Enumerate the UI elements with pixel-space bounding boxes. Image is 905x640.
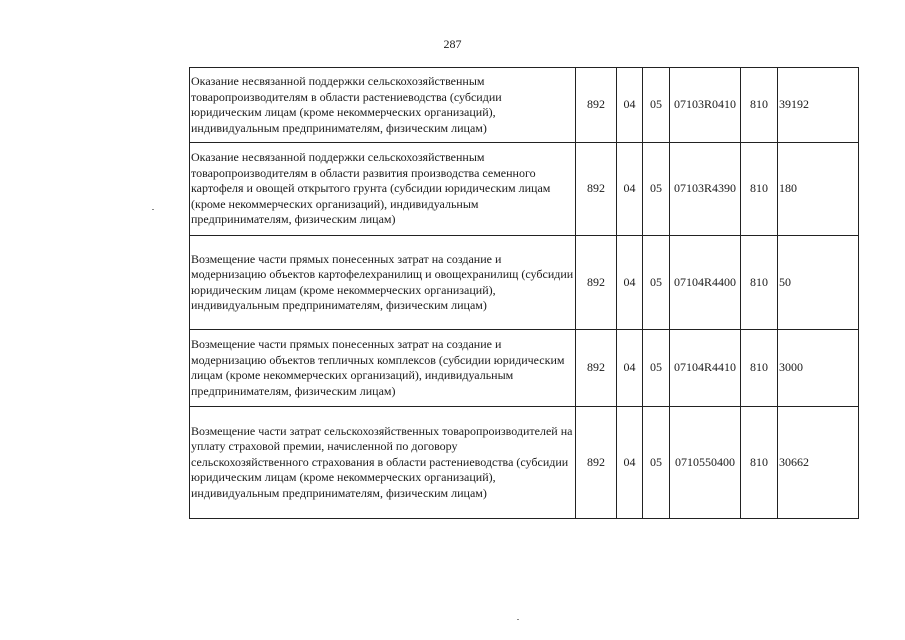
table-row xyxy=(190,236,859,330)
grbs-code: 892 xyxy=(576,330,617,407)
grbs-code: 892 xyxy=(576,143,617,236)
subsection-code: 05 xyxy=(643,143,670,236)
grbs-code: 892 xyxy=(576,236,617,330)
amount: 3000 xyxy=(778,330,859,407)
row-name: Возмещение части прямых понесенных затрат на создание и модернизацию объектов тепличных комплексов (субсидии юридическим лицам (кроме некоммерческих организаций), индивидуальным предпринимателям, физическим лицам) xyxy=(191,337,565,398)
section-code: 04 xyxy=(617,407,643,519)
table-row xyxy=(190,407,859,519)
grbs-code: 892 xyxy=(576,407,617,519)
target-article-code: 07103R0410 xyxy=(670,68,741,143)
row-name-cell xyxy=(190,68,576,143)
subsection-code: 05 xyxy=(643,236,670,330)
row-name: Возмещение части затрат сельскохозяйственных товаропроизводителей на уплату страховой премии, начисленной по договору сельскохозяйственного страхования в области растениеводства (субсидии юридическим лицам (кроме некоммерческих организаций), индивидуальным предпринимателям, физическим лицам) xyxy=(191,423,573,500)
section-code: 04 xyxy=(617,330,643,407)
table-row xyxy=(190,330,859,407)
target-article-code: 07104R4410 xyxy=(670,330,741,407)
scan-speck xyxy=(517,619,519,620)
row-name-cell xyxy=(190,407,576,519)
row-name-cell xyxy=(190,330,576,407)
amount: 30662 xyxy=(778,407,859,519)
expense-type-code: 810 xyxy=(741,236,778,330)
row-name: Оказание несвязанной поддержки сельскохозяйственным товаропроизводителям в области развития производства семенного картофеля и овощей открытого грунта (субсидии юридическим лицам (кроме некоммерческих организаций), индивидуальным предпринимателям, физическим лицам) xyxy=(191,150,551,227)
section-code: 04 xyxy=(617,68,643,143)
table-row xyxy=(190,68,859,143)
target-article-code: 07103R4390 xyxy=(670,143,741,236)
amount: 39192 xyxy=(778,68,859,143)
section-code: 04 xyxy=(617,143,643,236)
row-name-cell xyxy=(190,143,576,236)
subsection-code: 05 xyxy=(643,330,670,407)
subsection-code: 05 xyxy=(643,407,670,519)
row-name-cell xyxy=(190,236,576,330)
target-article-code: 07104R4400 xyxy=(670,236,741,330)
budget-table xyxy=(189,67,859,519)
expense-type-code: 810 xyxy=(741,143,778,236)
row-name: Оказание несвязанной поддержки сельскохозяйственным товаропроизводителям в области растениеводства (субсидии юридическим лицам (кроме некоммерческих организаций), индивидуальным предпринимателям, физическим лицам) xyxy=(191,74,502,135)
scan-speck xyxy=(152,209,154,210)
subsection-code: 05 xyxy=(643,68,670,143)
amount: 180 xyxy=(778,143,859,236)
expense-type-code: 810 xyxy=(741,330,778,407)
target-article-code: 0710550400 xyxy=(670,407,741,519)
page-number: 287 xyxy=(443,37,462,51)
expense-type-code: 810 xyxy=(741,68,778,143)
table-row xyxy=(190,143,859,236)
amount: 50 xyxy=(778,236,859,330)
row-name: Возмещение части прямых понесенных затрат на создание и модернизацию объектов картофелехранилищ и овощехранилищ (субсидии юридическим лицам (кроме некоммерческих организаций), индивидуальным предпринимателям, физическим лицам) xyxy=(191,251,574,312)
section-code: 04 xyxy=(617,236,643,330)
grbs-code: 892 xyxy=(576,68,617,143)
expense-type-code: 810 xyxy=(741,407,778,519)
